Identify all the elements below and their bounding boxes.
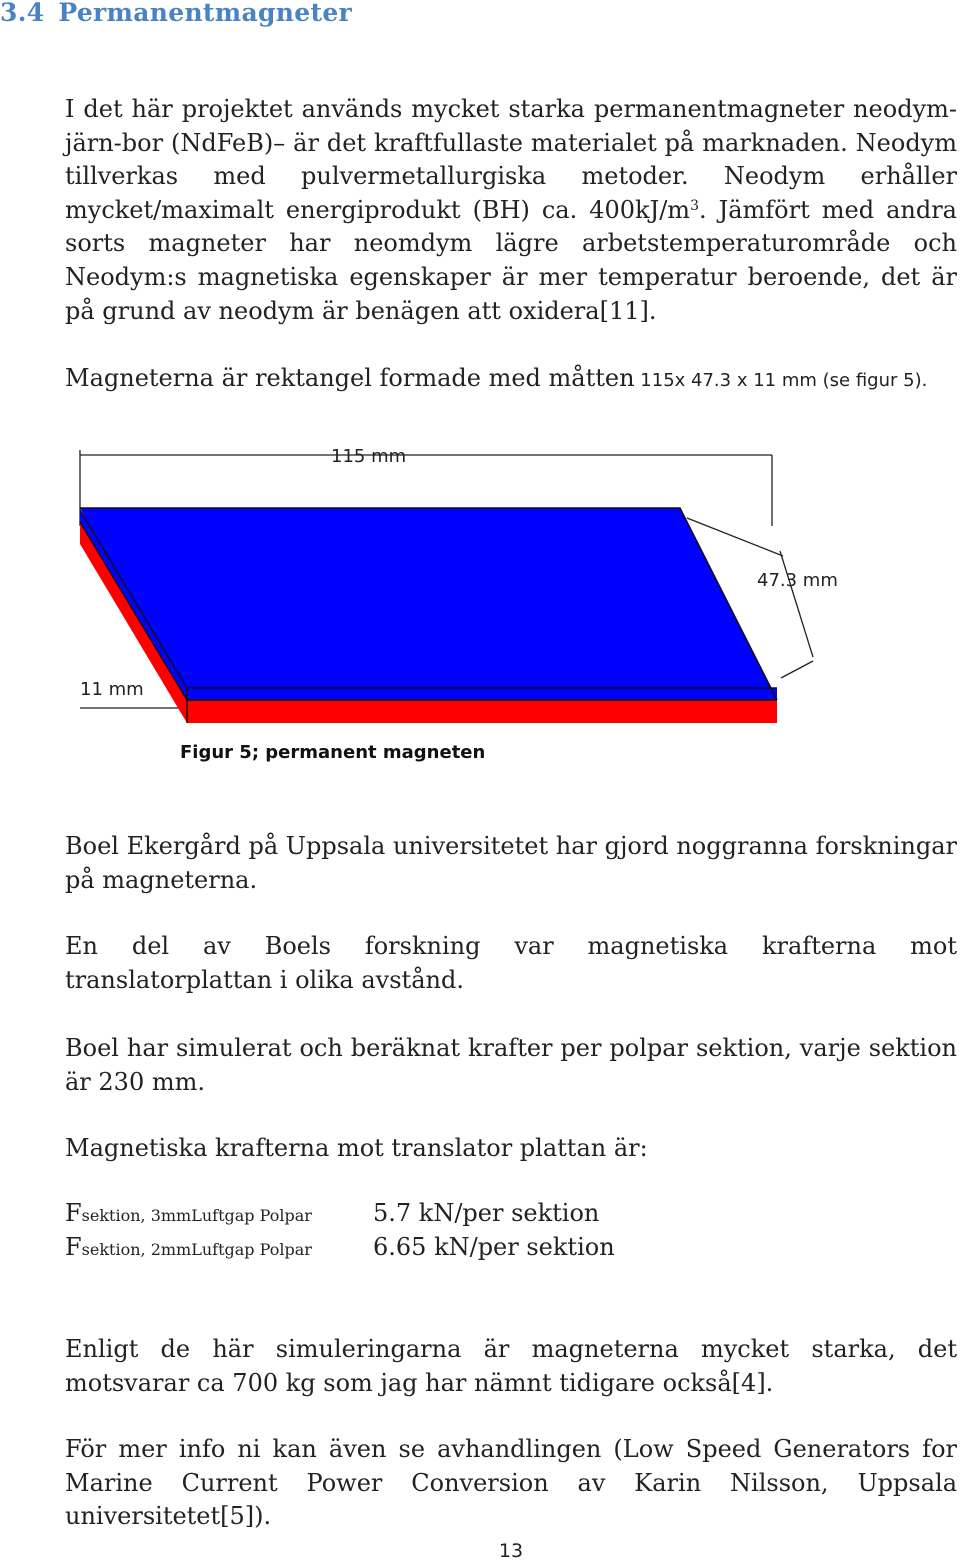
paragraph-simulation: Boel har simulerat och beräknat krafter per polpar sektion, varje sektion är 230 mm.	[65, 1034, 957, 1096]
thickness-label: 11 mm	[80, 679, 144, 700]
magnet-figure	[75, 438, 850, 730]
paragraph-dimensions	[65, 362, 957, 398]
width-label: 47.3 mm	[757, 570, 838, 591]
figure-caption: Figur 5; permanent magneten	[180, 742, 486, 763]
dimensions-text: Magneterna är rektangel formade med måtten	[65, 364, 635, 392]
section-number: 3.4	[0, 0, 45, 27]
dimensions-values: 115x 47.3 x 11 mm (se figur 5).	[634, 370, 928, 391]
page-number: 13	[498, 1540, 524, 1562]
force-value: 5.7 kN/per sektion	[373, 1199, 600, 1227]
paragraph-forces-intro: Magnetiska krafterna mot translator plattan är:	[65, 1134, 648, 1162]
magnet-top-face	[80, 508, 777, 700]
force-subscript: sektion, 2mmLuftgap Polpar	[81, 1240, 312, 1259]
magnet-side-front	[187, 700, 777, 723]
paragraph-intro	[65, 93, 957, 328]
paragraph-more-info: För mer info ni kan även se avhandlingen (Low Speed Generators for Marine Current Power Conversion av Karin Nilsson, Uppsala universitetet[5]).	[65, 1435, 957, 1531]
unit-superscript: 3	[690, 197, 699, 214]
force-symbol: F	[65, 1233, 82, 1261]
force-value: 6.65 kN/per sektion	[373, 1233, 615, 1261]
section-title: Permanentmagneter	[58, 0, 353, 27]
intro-text-1: I det här projektet används mycket starka permanentmagneter neodym-järn-bor (NdFeB)– är det kraftfullaste materialet på marknaden. Neodym tillverkas med pulvermetallurgiska metoder. Neodym erhåller mycket/maximalt energiprodukt (BH) ca. 400kJ/m	[65, 95, 957, 224]
force-subscript: sektion, 3mmLuftgap Polpar	[81, 1206, 312, 1225]
force-symbol: F	[65, 1199, 82, 1227]
length-label: 115 mm	[331, 446, 407, 467]
paragraph-conclusion: Enligt de här simuleringarna är magneterna mycket starka, det motsvarar ca 700 kg som jag har nämnt tidigare också[4].	[65, 1335, 957, 1397]
paragraph-forces-distance: En del av Boels forskning var magnetiska krafterna mot translatorplattan i olika avstånd.	[65, 932, 957, 994]
section-heading	[0, 0, 352, 27]
force-row-2mm	[65, 1233, 615, 1261]
force-row-3mm	[65, 1199, 599, 1227]
paragraph-research: Boel Ekergård på Uppsala universitetet har gjord noggranna forskningar på magneterna.	[65, 832, 957, 894]
intro-text-2: . Jämfört med andra sorts magneter har neomdym lägre arbetstemperaturområde och Neodym:s magnetiska egenskaper är mer temperatur beroende, det är på grund av neodym är benägen att oxidera[11].	[65, 195, 957, 325]
